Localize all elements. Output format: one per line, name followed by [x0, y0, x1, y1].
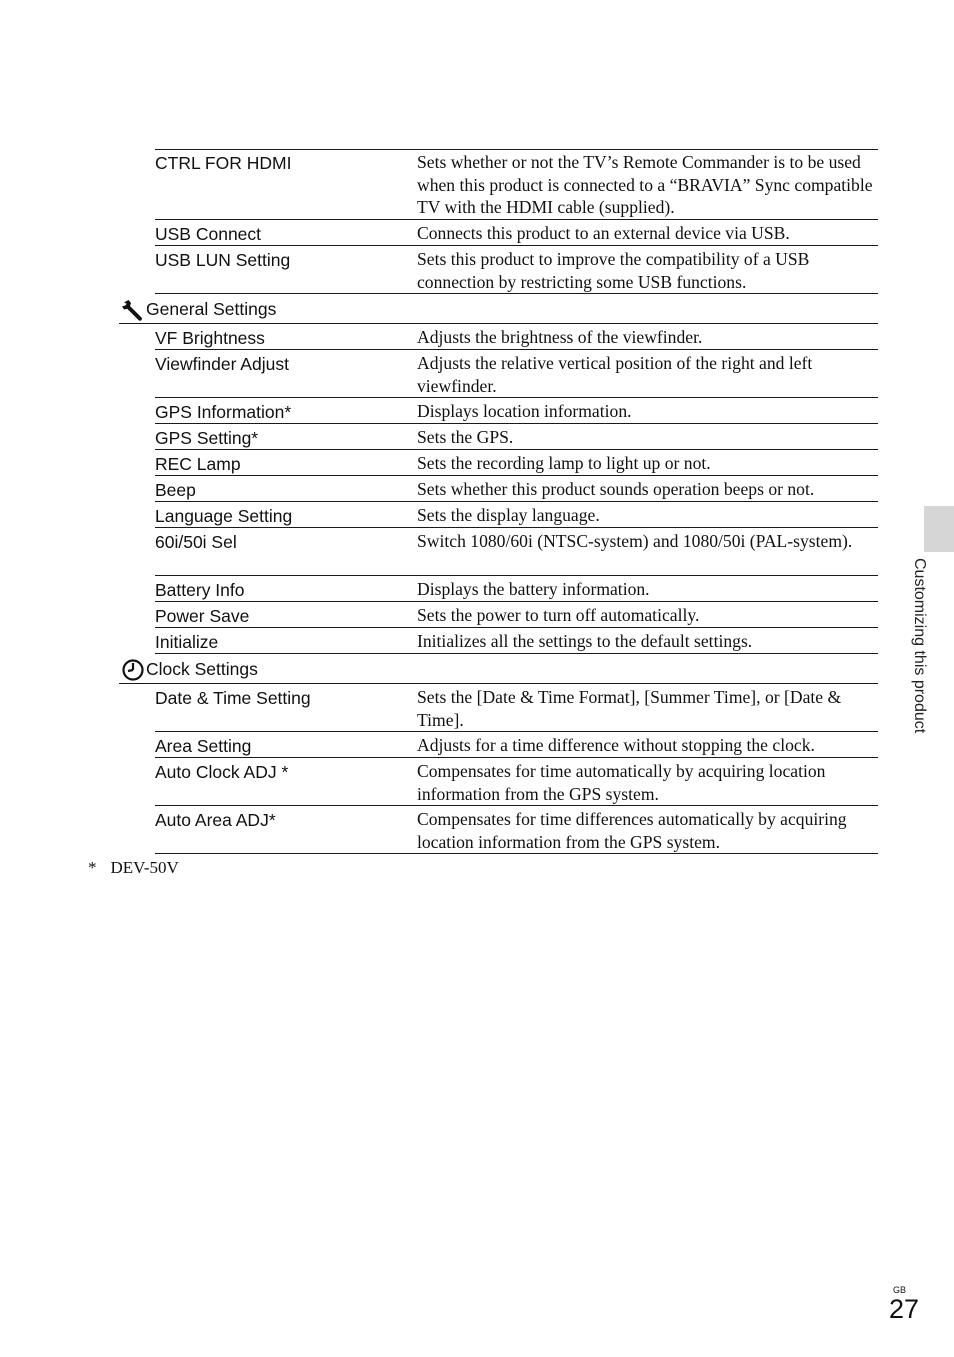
table-row	[155, 628, 878, 654]
setting-description: Initializes all the settings to the default settings.	[417, 631, 753, 651]
setting-name: Area Setting	[155, 736, 252, 756]
setting-name: VF Brightness	[155, 328, 265, 348]
setting-name: GPS Information*	[155, 402, 292, 422]
setting-description: Sets the power to turn off automatically.	[417, 605, 700, 625]
setting-description: Adjusts for a time difference without stopping the clock.	[417, 735, 815, 755]
setting-name: USB Connect	[155, 224, 262, 244]
setting-name: Viewfinder Adjust	[155, 354, 289, 374]
setting-description: Connects this product to an external device via USB.	[417, 223, 790, 243]
table-row	[155, 502, 878, 528]
setting-name: Auto Clock ADJ *	[155, 762, 289, 782]
setting-description: Sets the [Date & Time Format], [Summer Time], or [Date & Time].	[417, 687, 842, 730]
table-row	[155, 220, 878, 246]
setting-description: Compensates for time differences automatically by acquiring location information from the GPS system.	[417, 809, 847, 852]
setting-description: Adjusts the relative vertical position of the right and left viewfinder.	[417, 353, 813, 396]
table-row	[155, 350, 878, 398]
side-tab-label-text: Customizing this product	[911, 558, 928, 734]
table-row	[155, 450, 878, 476]
setting-name: CTRL FOR HDMI	[155, 153, 292, 173]
table-row	[155, 732, 878, 758]
wrench-icon	[121, 298, 145, 322]
section-title: General Settings	[146, 299, 277, 319]
setting-description: Sets whether this product sounds operation beeps or not.	[417, 479, 815, 499]
table-row	[155, 324, 878, 350]
table-row	[155, 149, 878, 220]
setting-name: Initialize	[155, 632, 219, 652]
table-row	[155, 476, 878, 502]
table-row	[155, 424, 878, 450]
table-row	[155, 398, 878, 424]
setting-description: Compensates for time automatically by acquiring location information from the GPS system.	[417, 761, 826, 804]
footnote-mark: *	[88, 858, 97, 877]
setting-name: 60i/50i Sel	[155, 532, 237, 552]
table-row	[155, 684, 878, 732]
setting-description: Switch 1080/60i (NTSC-system) and 1080/50i (PAL-system).	[417, 531, 853, 551]
section-header	[119, 654, 878, 684]
setting-name: Auto Area ADJ*	[155, 810, 276, 830]
table-row	[155, 758, 878, 806]
footnote	[88, 858, 179, 878]
setting-name: Date & Time Setting	[155, 688, 311, 708]
setting-description: Adjusts the brightness of the viewfinder.	[417, 327, 703, 347]
setting-name: GPS Setting*	[155, 428, 259, 448]
setting-description: Displays the battery information.	[417, 579, 650, 599]
setting-description: Displays location information.	[417, 401, 632, 421]
side-tab-marker	[924, 506, 954, 552]
clock-icon	[121, 658, 145, 682]
setting-name: USB LUN Setting	[155, 250, 291, 270]
table-row	[155, 246, 878, 294]
setting-name: Battery Info	[155, 580, 245, 600]
setting-description: Sets the GPS.	[417, 427, 514, 447]
table-row	[155, 528, 878, 576]
section-title: Clock Settings	[146, 659, 258, 679]
setting-description: Sets the recording lamp to light up or not.	[417, 453, 711, 473]
table-row	[155, 576, 878, 602]
setting-description: Sets this product to improve the compatibility of a USB connection by restricting some USB functions.	[417, 249, 810, 292]
setting-name: Language Setting	[155, 506, 293, 526]
table-row	[155, 806, 878, 854]
side-tab-label	[910, 558, 936, 768]
setting-description: Sets the display language.	[417, 505, 600, 525]
setting-name: REC Lamp	[155, 454, 241, 474]
footnote-text: DEV-50V	[110, 858, 179, 877]
setting-name: Beep	[155, 480, 196, 500]
section-header	[119, 294, 878, 324]
table-row	[155, 602, 878, 628]
page-number: 27	[889, 1294, 920, 1324]
setting-name: Power Save	[155, 606, 250, 626]
setting-description: Sets whether or not the TV’s Remote Commander is to be used when this product is connected to a “BRAVIA” Sync compatible TV with the HDMI cable (supplied).	[417, 152, 873, 217]
page-region-code: GB	[893, 1285, 907, 1295]
